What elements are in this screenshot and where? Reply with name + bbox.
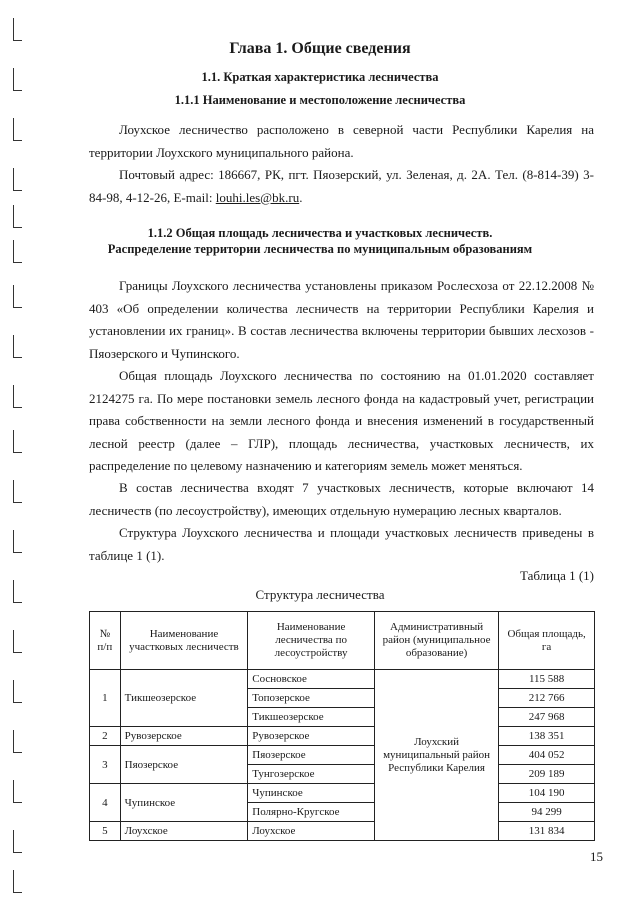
binding-mark [13, 830, 22, 853]
binding-mark [13, 530, 22, 553]
binding-mark [13, 385, 22, 408]
cell-num: 5 [90, 822, 121, 841]
cell-forestry: Пяозерское [248, 746, 375, 765]
binding-mark [13, 780, 22, 803]
cell-forestry: Сосновское [248, 670, 375, 689]
cell-area: 404 052 [499, 746, 595, 765]
page-number: 15 [590, 849, 603, 864]
binding-mark [13, 430, 22, 453]
chapter-title: Глава 1. Общие сведения [229, 40, 411, 57]
paragraph-area: Общая площадь Лоухского лесничества по состоянию на 01.01.2020 составляет 2124275 га. По мере постановки земель лесного фонда на кадастровый учет, регистрации права собственности на земли лесного фонда и внесения изменений в государственный лесной реестр (далее – ГЛР), площадь лесничества, участковых лесничеств, их распределение по целевому назначению и категориям земель может меняться. [89, 368, 594, 473]
binding-mark [13, 730, 22, 753]
binding-mark [13, 18, 22, 41]
table-row [90, 822, 595, 841]
cell-district: Чупинское [120, 784, 248, 822]
section-heading-1-1-1: 1.1.1 Наименование и местоположение лесничества [174, 93, 466, 107]
header-admin: Административный район (муниципальное образование) [374, 612, 498, 670]
section-heading-1-1-2-line1: 1.1.2 Общая площадь лесничества и участковых лесничеств. [147, 226, 493, 240]
cell-area: 115 588 [499, 670, 595, 689]
table-row [90, 670, 595, 689]
cell-forestry: Тикшеозерское [248, 708, 375, 727]
binding-mark [13, 118, 22, 141]
binding-mark [13, 870, 22, 893]
address-suffix: . [299, 189, 303, 205]
table-title: Структура лесничества [255, 587, 385, 602]
header-forestry: Наименование лесничества по лесоустройству [248, 612, 375, 670]
cell-forestry: Рувозерское [248, 727, 375, 746]
paragraph-borders: Границы Лоухского лесничества установлены приказом Рослесхоза от 22.12.2008 № 403 «Об определении количества лесничеств на территории Республики Карелия и установлении их границ». В состав лесничества включены территории бывших лесхозов - Пяозерского и Чупинского. [89, 278, 594, 361]
email-link[interactable]: louhi.les@bk.ru [215, 189, 300, 205]
cell-area: 247 968 [499, 708, 595, 727]
cell-forestry: Чупинское [248, 784, 375, 803]
cell-area: 209 189 [499, 765, 595, 784]
cell-admin: Лоухский муниципальный район Республики Карелия [374, 670, 498, 841]
cell-forestry: Топозерское [248, 689, 375, 708]
cell-district: Тикшеозерское [120, 670, 248, 727]
binding-mark [13, 205, 22, 228]
cell-area: 94 299 [499, 803, 595, 822]
paragraph-address [89, 164, 594, 209]
binding-mark [13, 480, 22, 503]
header-num: № п/п [90, 612, 121, 670]
cell-district: Лоухское [120, 822, 248, 841]
cell-forestry: Лоухское [248, 822, 375, 841]
paragraph-composition: В состав лесничества входят 7 участковых лесничеств, которые включают 14 лесничеств (по лесоустройству), имеющих отдельную нумерацию лесных кварталов. [89, 480, 594, 518]
binding-marks [0, 0, 40, 905]
cell-district: Пяозерское [120, 746, 248, 784]
table-header-row [90, 612, 595, 670]
cell-num: 3 [90, 746, 121, 784]
header-area: Общая площадь, га [499, 612, 595, 670]
table-row [90, 784, 595, 803]
binding-mark [13, 335, 22, 358]
paragraph-location: Лоухское лесничество расположено в северной части Республики Карелия на территории Лоухского муниципального района. [89, 122, 594, 160]
binding-mark [13, 630, 22, 653]
table-row [90, 727, 595, 746]
binding-mark [13, 285, 22, 308]
cell-num: 4 [90, 784, 121, 822]
section-heading-1-1-2-line2: Распределение территории лесничества по муниципальным образованиям [107, 242, 533, 256]
address-text: Почтовый адрес: 186667, РК, пгт. Пяозерский, ул. Зеленая, д. 2А. Тел. (8-814-39) 3-84-98, 4-12-26, E-mail: [89, 167, 594, 205]
cell-forestry: Тунгозерское [248, 765, 375, 784]
table-number: Таблица 1 (1) [519, 568, 594, 583]
forestry-structure-table [89, 611, 595, 841]
cell-num: 2 [90, 727, 121, 746]
cell-area: 131 834 [499, 822, 595, 841]
section-heading-1-1: 1.1. Краткая характеристика лесничества [201, 70, 439, 84]
cell-area: 138 351 [499, 727, 595, 746]
table-row [90, 746, 595, 765]
cell-num: 1 [90, 670, 121, 727]
cell-forestry: Полярно-Кругское [248, 803, 375, 822]
cell-district: Рувозерское [120, 727, 248, 746]
binding-mark [13, 168, 22, 191]
cell-area: 104 190 [499, 784, 595, 803]
header-district: Наименование участковых лесничеств [120, 612, 248, 670]
paragraph-structure: Структура Лоухского лесничества и площади участковых лесничеств приведены в таблице 1 (1). [89, 525, 594, 563]
cell-area: 212 766 [499, 689, 595, 708]
binding-mark [13, 680, 22, 703]
